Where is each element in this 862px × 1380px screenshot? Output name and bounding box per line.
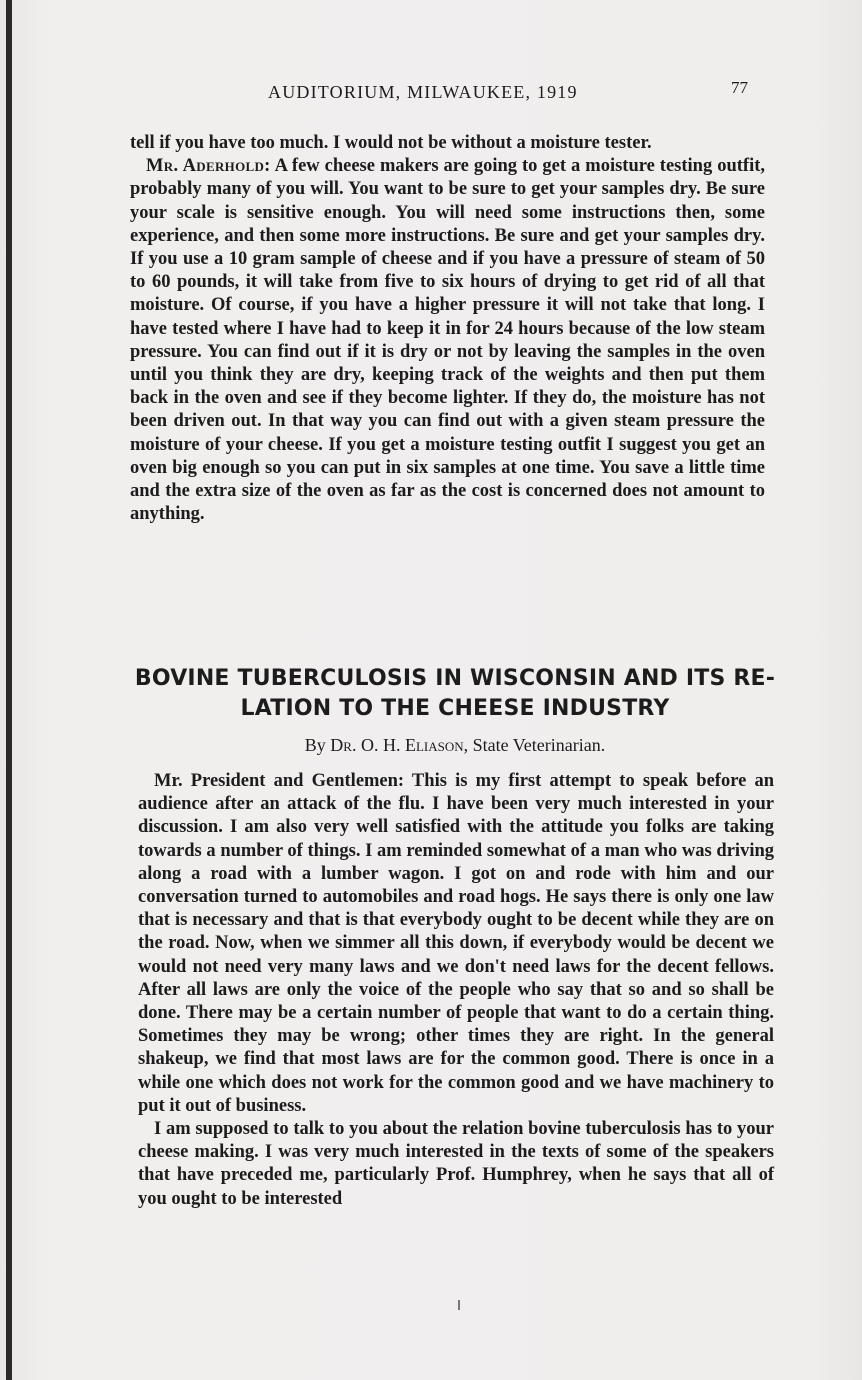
binding-edge <box>6 0 12 1380</box>
byline-suffix: , State Veterinarian. <box>463 735 606 755</box>
scan-speck <box>458 1300 460 1310</box>
discussion-section <box>130 132 765 526</box>
article-title-line-2: LATION TO THE CHEESE INDUSTRY <box>240 696 670 721</box>
article-title <box>130 664 780 724</box>
page-header <box>0 78 862 108</box>
byline <box>130 733 780 757</box>
byline-prefix: By <box>304 735 331 755</box>
running-head: AUDITORIUM, MILWAUKEE, 1919 <box>268 82 578 102</box>
paragraph-aderhold <box>130 155 765 526</box>
article-paragraph-1: Mr. President and Gentlemen: This is my first attempt to speak before an audience after an attack of the flu. I have been very much interested in your discussion. I am also very well satisfied with the attitude you folks are taking towards a number of things. I am reminded somewhat of a man who was driving along a road with a lumber wagon. I got on and rode with him and our conversation turned to automobiles and road hogs. He says there is only one law that is necessary and that is that everybody ought to be decent while they are on the road. Now, when we simmer all this down, if everybody would be decent we would not need very many laws and we don't need laws for the decent fellows. After all laws are only the voice of the people who say that so and so shall be done. There may be a certain number of people that want to do a certain thing. Sometimes they may be wrong; other times they are right. In the general shakeup, we find that most laws are for the common good. There is once in a while one which does not work for the common good and we have machinery to put it out of business. <box>138 771 774 1116</box>
paragraph-continued: tell if you have too much. I would not be without a moisture tester. <box>130 133 652 153</box>
page-number: 77 <box>731 78 748 97</box>
article-paragraph-2: I am supposed to talk to you about the relation bovine tuberculosis has to your cheese making. I was very much interested in the texts of some of the speakers that have preceded me, particularly Prof. Humphrey, when he says that all of you ought to be interested <box>138 1119 774 1209</box>
article-title-line-1: BOVINE TUBERCULOSIS IN WISCONSIN AND ITS RE- <box>134 666 776 691</box>
speaker-name: Mr. Aderhold: <box>146 156 271 177</box>
author-name: Dr. O. H. Eliason <box>330 735 464 755</box>
paragraph-text: A few cheese makers are going to get a moisture testing outfit, probably many of you will. You want to be sure to get your samples dry. Be sure your scale is sensitive enough. You will need some instructions then, some experience, and then some more instructions. Be sure and get your samples dry. If you use a 10 gram sample of cheese and if you have a pressure of steam of 50 to 60 pounds, it will take from five to six hours of drying to get rid of all that moisture. Of course, if you have a higher pressure it will not take that long. I have tested where I have had to keep it in for 24 hours because of the low steam pressure. You can find out if it is dry or not by leaving the samples in the oven until you think they are dry, keeping track of the weights and then put them back in the oven and see if they become lighter. If they do, the moisture has not been driven out. In that way you can find out with a given steam pressure the moisture of your cheese. If you get a moisture testing outfit I suggest you get an oven big enough so you can put in six samples at one time. You save a little time and the extra size of the oven as far as the cost is concerned does not amount to anything. <box>130 156 765 525</box>
article-body <box>138 770 774 1211</box>
